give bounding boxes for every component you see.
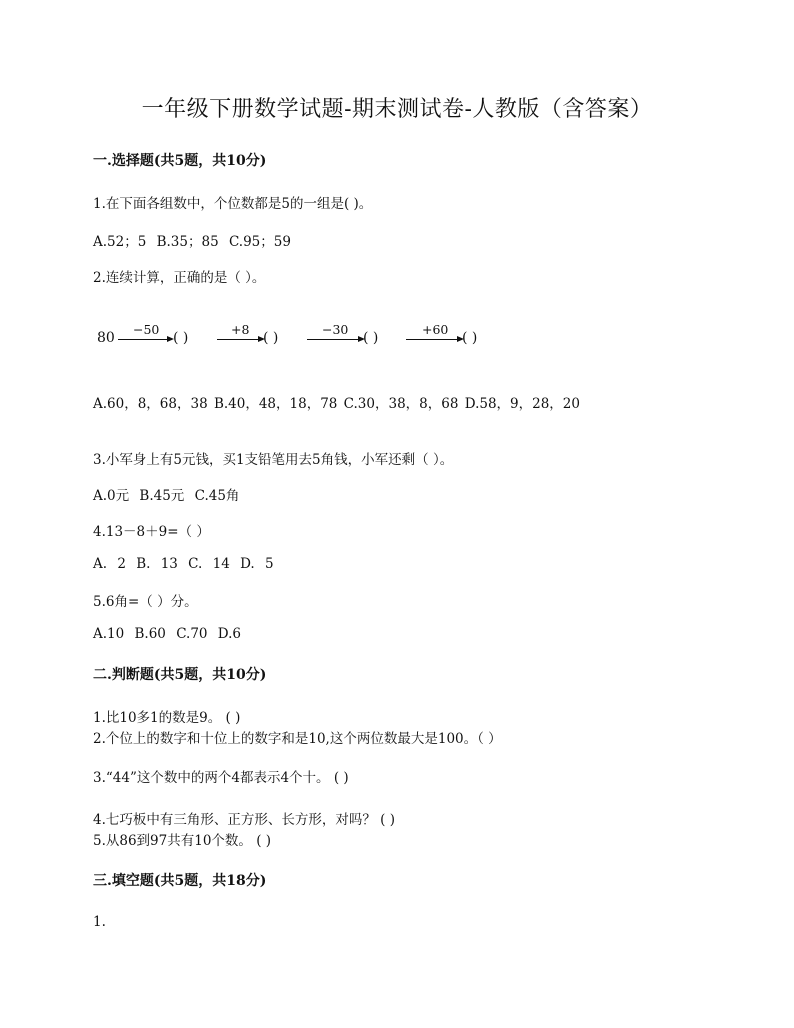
chain-blank-2: ( ) [263, 330, 279, 346]
fill-blank-item: 1. [93, 914, 106, 930]
chain-blank-1: ( ) [173, 330, 189, 346]
question-2-options: A.60，8，68，38 B.40，48，18，78 C.30，38，8，68 D.58，9，28，20 [93, 396, 580, 412]
question-4-options: A. 2 B. 13 C. 14 D. 5 [93, 556, 274, 572]
section-heading-choice: 一.选择题(共5题，共10分) [93, 153, 267, 169]
question-5: 5.6角=（ ）分。 [93, 594, 198, 610]
judgement-item: 3.“44”这个数中的两个4都表示4个十。 ( ) [93, 770, 349, 786]
judgement-item: 5.从86到97共有10个数。 ( ) [93, 833, 272, 849]
chain-blank-4: ( ) [462, 330, 478, 346]
question-1: 1.在下面各组数中，个位数都是5的一组是( )。 [93, 196, 373, 212]
chain-op-2: +8 [231, 322, 250, 337]
question-3-options: A.0元 B.45元 C.45角 [93, 488, 240, 504]
chain-op-4: +60 [422, 322, 449, 337]
chain-arrow-1 [118, 339, 172, 340]
question-2: 2.连续计算，正确的是（ ）。 [93, 270, 266, 286]
question-5-options: A.10 B.60 C.70 D.6 [93, 626, 242, 642]
judgement-item: 2.个位上的数字和十位上的数字和是10,这个两位数最大是100。（ ） [93, 731, 502, 747]
question-3: 3.小军身上有5元钱，买1支铅笔用去5角钱，小军还剩（ ）。 [93, 452, 454, 468]
question-4: 4.13－8＋9=（ ） [93, 524, 210, 540]
judgement-item: 4.七巧板中有三角形、正方形、长方形，对吗？ ( ) [93, 812, 395, 828]
judgement-item: 1.比10多1的数是9。 ( ) [93, 710, 241, 726]
chain-op-1: −50 [133, 322, 160, 337]
question-1-options: A.52；5 B.35；85 C.95；59 [93, 234, 291, 250]
chain-arrow-2 [217, 339, 263, 340]
chain-op-3: −30 [322, 322, 349, 337]
chain-arrow-3 [307, 339, 363, 340]
chain-start: 80 [97, 330, 115, 346]
chain-blank-3: ( ) [363, 330, 379, 346]
chain-arrow-4 [406, 339, 462, 340]
page-title: 一年级下册数学试题-期末测试卷-人教版（含答案） [141, 97, 653, 122]
section-heading-judgement: 二.判断题(共5题，共10分) [93, 667, 267, 683]
section-heading-fill-blank: 三.填空题(共5题，共18分) [93, 873, 267, 889]
